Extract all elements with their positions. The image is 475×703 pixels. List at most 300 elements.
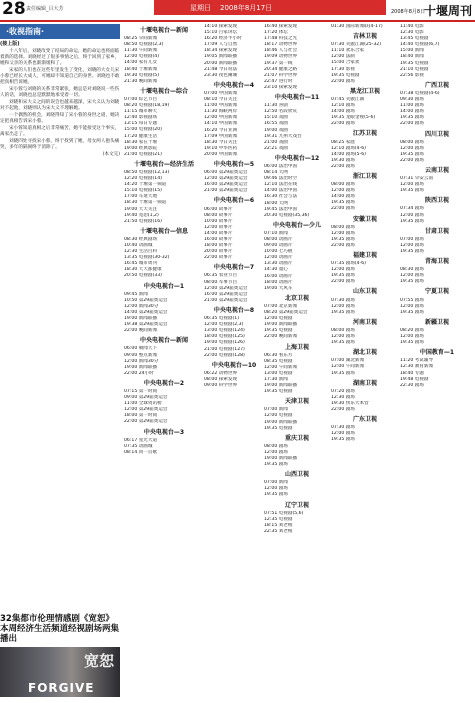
program-line: 22:47 进行时	[264, 78, 293, 84]
program-line: 07:34 剧场	[400, 206, 424, 212]
program-line: 19:35 电视剧	[400, 60, 429, 66]
program-line: 19:30 快乐大本营	[331, 400, 369, 406]
program-line: 19:09 动物世界	[264, 54, 298, 60]
program-line: 06:00 朝闻天下	[124, 346, 158, 352]
schedule-column-4	[264, 24, 330, 702]
small-date: 2008年8月8日	[391, 9, 426, 15]
program-line: 15:00 新闻	[400, 48, 424, 54]
program-line: 07:00 新闻	[264, 480, 288, 486]
program-line: 08:35 电视剧	[264, 358, 293, 364]
program-line: 12:00 故事片	[204, 224, 233, 230]
program-line: 21:10 电视剧	[400, 66, 429, 72]
program-line: 08:00 剧场	[331, 182, 355, 188]
page-header	[0, 0, 475, 22]
program-line: 08:00 剧场	[400, 139, 424, 145]
program-line: 08:10 今日关注	[204, 97, 238, 103]
program-line: 16:00 故事片	[204, 237, 233, 242]
program-line: 14:40 电视剧(6,7)	[400, 42, 440, 48]
station-heading: 云南卫视	[424, 166, 449, 174]
program-line: 08:00 剧场	[331, 224, 355, 230]
station-heading: 福建卫视	[352, 252, 377, 259]
program-line: 19:35 剧场	[400, 249, 424, 254]
program-line: 06:30 看东方	[264, 352, 293, 358]
program-line: 11:20 考试辅导	[400, 358, 434, 364]
program-line: 19:35 电视剧	[264, 389, 293, 395]
program-line: 14:00 剧场	[400, 109, 424, 115]
program-line: 12:00 剧场	[331, 334, 355, 340]
program-line: 19:35 剧场	[264, 492, 288, 498]
schedule-column-6	[400, 24, 474, 702]
program-line: 07:20 剧场	[331, 388, 355, 394]
program-line: 22:00 24小时	[124, 370, 154, 376]
program-line: 14:10 探索发现	[204, 24, 238, 29]
program-line: 11:00 全球资讯榜	[124, 401, 162, 407]
program-line: 12:00 中国新闻	[204, 115, 238, 121]
date-band	[154, 0, 386, 15]
station-heading: 天津卫视	[284, 398, 309, 406]
program-line: 09:00 第29届奥运会	[124, 395, 168, 401]
program-line: 23:10 探索发现	[264, 84, 298, 90]
program-line: 21:07 科学世界	[264, 72, 298, 78]
program-line: 18:46 人与社会	[264, 48, 298, 54]
program-line: 19:00 新闻联播	[124, 316, 158, 322]
program-line: 08:14 天网	[264, 170, 288, 176]
station-heading: 中央电视台—5	[213, 160, 255, 168]
program-line: 12:00 电视剧	[264, 316, 293, 322]
program-line: 12:10 剧场(4-6)	[331, 145, 366, 151]
guide-paragraph: 十八年后，刘晓改变了结局的命运，她的命运也将面临着新的选择。刘晓经过了很多事情之后，终于回到了家乡，她和父亲的关系也渐渐缓和了。	[0, 49, 120, 67]
program-line: 19:00 天天关注	[124, 206, 158, 212]
program-line: 12:00 剧场	[400, 212, 424, 218]
station-heading: 甘肃卫视	[424, 227, 449, 235]
guide-article	[0, 49, 120, 151]
brand-logo: 十堰周刊	[424, 4, 473, 18]
station-heading: 中央电视台—少儿	[272, 221, 321, 229]
program-line: 21:50 电视剧(16)	[124, 218, 162, 224]
program-line: 19:35 剧场	[400, 279, 424, 285]
program-line: 12:10 法治在线	[264, 182, 298, 188]
program-line: 19:30 电视剧(5)	[124, 72, 159, 78]
station-heading: 河南卫视	[352, 318, 377, 326]
program-line: 19:35 电视剧	[264, 425, 293, 431]
station-heading: 中央电视台—8	[213, 306, 255, 314]
program-line: 07:00 综艺节目	[124, 96, 158, 102]
program-line: 14:20 十堰第一频道	[124, 182, 167, 188]
promo-block	[0, 614, 120, 700]
program-line: 12:00 剧场	[264, 486, 288, 492]
program-line: 06:17 星光大道	[124, 437, 158, 443]
program-line: 23:30 夜色阑珊	[204, 72, 238, 78]
program-line: 22:00 剧场	[400, 121, 424, 127]
program-line: 16:20 经济半小时	[204, 36, 242, 42]
program-line: 07:10 新闻	[264, 230, 288, 236]
program-line: 17:48 科技之光	[264, 36, 298, 42]
program-line: 22:00 第29届奥运会	[124, 419, 168, 425]
program-line: 10:00 故事片	[204, 218, 233, 224]
program-line: 06:00 法治中国	[264, 163, 298, 169]
program-line: 12:00 第29届奥运会	[204, 176, 248, 182]
program-line: 16:00 动画片	[264, 273, 293, 279]
program-line: 19:10 中华医药	[204, 145, 238, 151]
program-line: 18:00 天网	[264, 200, 288, 206]
program-line: 19:35 剧场	[400, 188, 424, 194]
program-line: 13:30 动画片	[264, 261, 293, 267]
program-line: 16:55 戏曲	[264, 121, 288, 127]
program-line: 13:00 电视剧	[264, 370, 293, 376]
promo-photo-en: FORGIVE	[28, 681, 95, 695]
program-line: 12:00 剧场	[331, 188, 355, 194]
station-heading: 辽宁卫视	[284, 501, 309, 509]
promo-photo-title: 宽恕	[83, 652, 114, 670]
program-line: 22:00 晚间新闻	[124, 328, 158, 334]
program-line: 19:30 剧场	[331, 157, 355, 163]
program-line: 12:40 影视剧场	[124, 115, 158, 121]
station-heading: 中央电视台—新闻	[139, 337, 188, 345]
program-line: 06:00 故事片	[204, 206, 233, 212]
program-line: 09:00 动画片	[264, 243, 293, 249]
program-line: 08:25 早间新闻	[124, 36, 158, 42]
promo-title: 32集都市伦理情感剧《宽恕》本周经济生活频道经视剧场两集播出	[0, 614, 120, 644]
program-line: 19:35 剧场	[331, 200, 355, 206]
program-line: 21:30 晚间新闻	[124, 78, 158, 84]
station-heading: 十堰电视台—新闻	[139, 27, 188, 34]
program-line: 19:35 剧场	[331, 437, 355, 443]
program-line: 19:35 龙眼金视(5-6)	[331, 115, 376, 121]
page-number: 28	[2, 0, 26, 19]
program-line: 19:31 九州大戏台	[264, 133, 302, 139]
program-line: 16:00 第29届奥运会	[204, 291, 248, 297]
program-line: 18:40 十堰新闻	[124, 66, 158, 72]
program-line: 12:20 电视剧(14)	[124, 176, 162, 182]
program-line: 19:35 剧场	[400, 115, 424, 121]
program-line: 08:00 军事节目	[204, 279, 238, 285]
program-line: 12:30 剧场	[331, 394, 355, 400]
program-line: 18:00 故事片	[204, 243, 233, 249]
program-line: 12:00 电视剧	[264, 413, 293, 419]
program-line: 20:00 新闻联播	[204, 60, 238, 66]
program-line: 12:10 剧场	[331, 103, 355, 109]
program-line: 07:35 剧场(4-6)	[331, 261, 366, 267]
program-line: 09:00 整点新闻	[124, 352, 158, 358]
program-line: 18:00 电视剧(125)	[204, 334, 245, 340]
program-line: 22:35 刘老根	[264, 528, 293, 534]
station-heading: 广西卫视	[424, 81, 449, 89]
program-line: 12:00 剧场	[264, 449, 288, 455]
program-line: 22:00 剧场	[331, 406, 355, 412]
program-line: 12:00 午间新闻	[264, 364, 298, 370]
program-line: 13:00 电视剧(124)	[204, 328, 245, 334]
program-line: 19:35 剧场	[331, 273, 355, 279]
program-line: 21:00 第29届奥运会	[204, 297, 248, 303]
program-line: 19:05 新闻联播	[204, 54, 238, 60]
program-line: 16:40 探索发现	[264, 24, 298, 29]
program-line: 10:50 第29届奥运会	[124, 297, 168, 303]
program-line: 06:22 动物世界	[204, 370, 238, 376]
program-line: 22:00 剧场	[331, 242, 355, 248]
station-heading: 安徽卫视	[352, 215, 377, 223]
program-line: 20:00 中国新闻	[204, 151, 238, 157]
program-line: 08:00 动画片	[264, 237, 293, 242]
program-line: 11:00 中国新闻	[204, 103, 238, 109]
program-line: 12:30 电影	[400, 30, 424, 36]
program-line: 18:30 家在十堰	[124, 139, 158, 145]
station-heading: 浙江卫视	[352, 172, 377, 180]
guide-banner: ·收视指南·	[0, 24, 120, 39]
station-heading: 吉林卫视	[352, 33, 377, 41]
program-line: 06:35 电视剧(1)	[204, 316, 239, 322]
program-line: 18:34 探索发现	[204, 48, 238, 54]
program-line: 20:00 故事片	[204, 249, 233, 255]
program-line: 09:46 法治时空	[264, 176, 298, 182]
program-line: 08:20 剧场	[400, 327, 424, 333]
station-heading: 重庆卫视	[284, 434, 309, 442]
program-line: 10:40 动画城	[124, 243, 153, 248]
program-line: 13:45 电视剧	[400, 36, 429, 42]
program-line: 07:00 中国新闻	[204, 90, 238, 96]
program-line: 07:38 电视剧(4-6)	[400, 90, 440, 96]
program-line: 14:30 童心	[264, 267, 288, 273]
program-line: 18:30 今日关注	[204, 139, 238, 145]
program-line: 17:09 人与自然	[204, 42, 238, 48]
program-line: 07:30 剧场	[331, 297, 355, 303]
program-line: 07:55 剧场	[400, 297, 424, 303]
program-line: 08:00 剧场	[264, 443, 288, 449]
station-heading: 十堰电视台—信息	[139, 227, 188, 235]
program-line: 14:00 第29届奥运会	[124, 309, 168, 315]
program-line: 19:45 法治中国	[264, 206, 298, 212]
program-line: 19:00 经典影院	[124, 145, 158, 151]
station-heading: 上海卫视	[284, 343, 309, 351]
program-line: 19:35 剧场	[331, 309, 355, 315]
station-heading: 中央电视台—10	[211, 361, 257, 369]
program-line: 11:30 喜剧	[264, 103, 288, 109]
program-line: 08:20 第29届奥运会	[264, 310, 308, 316]
program-line: 22:30 剧场	[400, 382, 424, 388]
program-line: 22:00 剧场	[331, 163, 355, 169]
program-line: 22:21 戏曲	[264, 145, 288, 151]
program-line: 20:30 电视剧(35,36)	[264, 212, 310, 218]
program-line: 11:30 午间新闻	[124, 48, 158, 54]
program-line: 11:00 剧场	[400, 103, 424, 109]
program-line: 19:00 新闻联播	[264, 456, 298, 461]
program-line: 15:10 百家讲坛	[204, 30, 238, 36]
program-line: 06:35 农业节目	[204, 273, 238, 279]
editor-credit: 责任编辑_吕大芳	[26, 6, 64, 12]
program-line: 06:00 第29届奥运会	[204, 170, 248, 176]
program-line: 01:30 国际新闻联(4-17)	[331, 24, 383, 29]
guide-column	[0, 24, 120, 612]
station-heading: 中央电视台—12	[274, 154, 320, 162]
station-heading: 中央电视台—7	[213, 264, 255, 272]
station-heading: 黑龙江卫视	[349, 87, 380, 95]
program-line: 15:00 电视剧(20)	[124, 127, 162, 133]
program-line: 07:31 早安云南	[400, 176, 434, 182]
program-line: 18:17 动物世界	[264, 42, 298, 48]
program-line: 12:00 剧场	[400, 303, 424, 309]
schedule-column-2	[124, 24, 204, 702]
program-line: 15:00 合家欢	[331, 60, 360, 66]
program-line: 12:50 名段欣赏	[264, 109, 298, 115]
program-line: 14:00 法治中国	[264, 188, 298, 194]
program-line: 19:35 剧场	[331, 236, 355, 242]
issue-date: 2008年8月17日	[220, 4, 273, 12]
guide-paragraph: 刘晓和宋大义之间的误会也越来越深，宋大义认为刘晓对不起他，刘晓则认为宋大义不理解她。	[0, 100, 120, 112]
program-line: 08:30 剧场	[400, 267, 424, 273]
station-heading: 中央电视台—6	[213, 197, 255, 205]
program-line: 18:40 新闻	[400, 54, 424, 60]
program-line: 13:15 每日专题	[124, 121, 158, 127]
program-line: 22:00 剧场	[331, 78, 355, 84]
program-line: 08:25 家庭	[331, 139, 355, 145]
program-line: 08:14 同一首歌	[124, 449, 158, 455]
program-line: 12:00 剧场	[400, 334, 424, 340]
program-line: 14:00 故事片	[204, 230, 233, 236]
program-line: 12:00 剧场	[400, 273, 424, 279]
program-line: 12:00 新闻30分	[124, 358, 159, 364]
program-line: 09:00 科学世界	[204, 382, 238, 388]
station-heading: 北京卫视	[284, 294, 309, 302]
program-line: 08:30 经典剧场	[124, 236, 158, 242]
program-line: 18:30 十堰第一频道	[124, 200, 167, 206]
program-line: 21:48 今日说法	[204, 66, 238, 72]
program-line: 19:00 电视剧(126)	[204, 340, 245, 346]
station-heading: 青海卫视	[424, 258, 449, 266]
program-line: 12:00 剧场	[331, 431, 355, 437]
program-line: 07:00 北京新闻	[264, 303, 298, 309]
program-line: 18:00 第一时间	[124, 413, 158, 419]
program-line: 07:15 第一时间	[124, 388, 158, 394]
program-line: 11:15 城市聊天	[124, 109, 158, 115]
program-line: 07:00 剧场	[400, 236, 424, 242]
program-line: 14:00 剧场(5-6)	[331, 151, 366, 157]
program-line: 13:35 电视剧(30-32)	[124, 255, 170, 261]
station-heading: 山西卫视	[284, 471, 309, 479]
program-line: 15:10 电视剧(15)	[124, 188, 162, 194]
program-line: 14:00 剧场	[331, 109, 355, 115]
station-heading: 中央电视台—4	[213, 81, 255, 89]
program-line: 19:35 剧场	[400, 340, 424, 346]
program-line: 12:00 剧场	[331, 267, 355, 273]
program-line: 12:00 剧场	[400, 145, 424, 151]
program-line: 22:56 影视	[400, 72, 424, 78]
station-heading: 广东卫视	[352, 416, 377, 424]
program-line: 07:00 湖北新闻	[331, 358, 365, 364]
program-line: 19:40 宽恕(1,2)	[124, 212, 159, 218]
program-line: 07:30 剧场	[331, 425, 355, 431]
program-line: 19:35 剧场	[400, 151, 424, 157]
guide-paragraph: 宋小蓉知道真相之后非常痛苦，她不能接受这个事实，离家出走了。	[0, 126, 120, 138]
program-line: 16:45 城市周刊	[124, 261, 158, 267]
station-heading: 宁夏卫视	[424, 288, 449, 296]
program-line: 12:00 电视剧(2,3)	[204, 322, 244, 328]
program-line: 19:00 新闻联播	[124, 364, 158, 370]
program-line: 19:35 电视剧	[331, 72, 360, 78]
program-line: 19:38 第29届奥运会	[124, 322, 168, 328]
program-line: 07:30 笑傲江湖(25-32)	[331, 42, 382, 48]
program-line: 12:00 午间新闻	[331, 364, 365, 370]
program-line: 19:35 电视剧	[264, 328, 293, 334]
program-line: 18:30 天天都健康	[124, 267, 162, 273]
program-line: 12:00 剧场	[400, 182, 424, 188]
program-line: 08:00 剧场	[331, 327, 355, 333]
program-line: 11:30 海峡两岸	[204, 109, 238, 115]
schedule-column-3	[204, 24, 264, 702]
program-line: 19:35 剧场	[331, 370, 355, 376]
program-line: 17:00 车迷天地	[124, 194, 158, 200]
program-line: 12:00 新闻30分	[124, 303, 159, 309]
program-line: 11:40 电影	[400, 24, 424, 29]
guide-paragraph: 一个偶然的机会，刘晓得知了宋小蓉的身世之谜，她决定把真相告诉宋小蓉。	[0, 113, 120, 125]
program-line: 20:34 健康之路	[264, 66, 298, 72]
program-line: 19:00 新闻联播	[264, 419, 298, 425]
program-line: 19:48 电视剧	[400, 376, 429, 382]
station-heading: 中央电视台—11	[274, 94, 320, 102]
program-line: 11:10 欢乐合家	[331, 48, 365, 54]
program-line: 19:00 戏曲	[264, 127, 288, 133]
station-heading: 湖南卫视	[352, 379, 377, 387]
station-heading: 山东卫视	[352, 288, 377, 296]
station-heading: 中国教育—1	[419, 349, 455, 357]
program-line: 08:00 故事片	[204, 212, 233, 218]
program-line: 16:30 社会与法	[264, 194, 298, 200]
station-heading: 中央电视台—3	[143, 428, 185, 436]
program-line: 12:00 法制	[331, 54, 355, 60]
station-heading: 四川卫视	[424, 130, 449, 138]
program-line: 18:00 动画片	[264, 279, 293, 285]
program-line: 22:00 晚间新闻	[264, 334, 298, 340]
program-line: 22:00 剧场	[331, 121, 355, 127]
promo-photo	[0, 647, 120, 697]
station-heading: 江苏卫视	[352, 130, 377, 138]
program-line: 07:35 动画城	[124, 443, 153, 449]
program-line: 16:20 今日亚洲	[204, 127, 238, 133]
program-line: 12:00 第29届奥运会	[204, 285, 248, 291]
schedule-column-5	[331, 24, 399, 702]
program-line: 19:00 新闻联播	[264, 383, 298, 389]
guide-subtitle: (接上版)	[0, 41, 20, 47]
program-line: 07:00 新闻	[264, 407, 288, 413]
program-line: 17:20 体坛	[264, 30, 288, 36]
program-line: 17:30 影视	[331, 66, 355, 72]
program-line: 18:15 刘老根	[264, 522, 293, 528]
program-line: 22:00 剧场	[400, 157, 424, 163]
program-line: 12:35 电视剧	[264, 516, 293, 522]
program-line: 21:00 第29届奥运会	[204, 188, 248, 194]
program-line: 16:00 第29届奥运会	[204, 182, 248, 188]
station-heading: 湖北卫视	[352, 349, 377, 357]
program-line: 19:35 剧场	[331, 340, 355, 346]
station-heading: 中央电视台—1	[143, 282, 185, 290]
program-line: 22:00 电视剧(128)	[204, 352, 245, 358]
station-heading: 中央电视台—2	[143, 379, 185, 387]
program-line: 15:10 戏曲	[264, 115, 288, 121]
station-heading: 陕西卫视	[424, 197, 449, 205]
program-line: 17:30 新闻	[264, 376, 288, 382]
program-line: 17:20 健康生活	[124, 133, 158, 139]
program-line: 10:00 七巧板	[264, 249, 293, 255]
program-line: 08:20 电视剧(18,19)	[124, 103, 170, 109]
program-line: 08:50 电视剧(12,13)	[124, 169, 170, 175]
program-line: 19:00 新闻联播	[264, 322, 298, 328]
program-line: 12:00 动画片	[264, 255, 293, 261]
program-line: 12:30 教育新闻	[400, 364, 434, 370]
program-line: 12:00 电视剧(4)	[124, 54, 159, 60]
program-line: 19:35 剧场	[400, 309, 424, 315]
program-line: 08:00 探索发现	[204, 376, 238, 382]
program-line: 07:45 笑傲江湖	[331, 96, 365, 102]
program-line: 12:00 剧场	[400, 242, 424, 248]
program-line: 19:00 大风车	[264, 285, 293, 291]
